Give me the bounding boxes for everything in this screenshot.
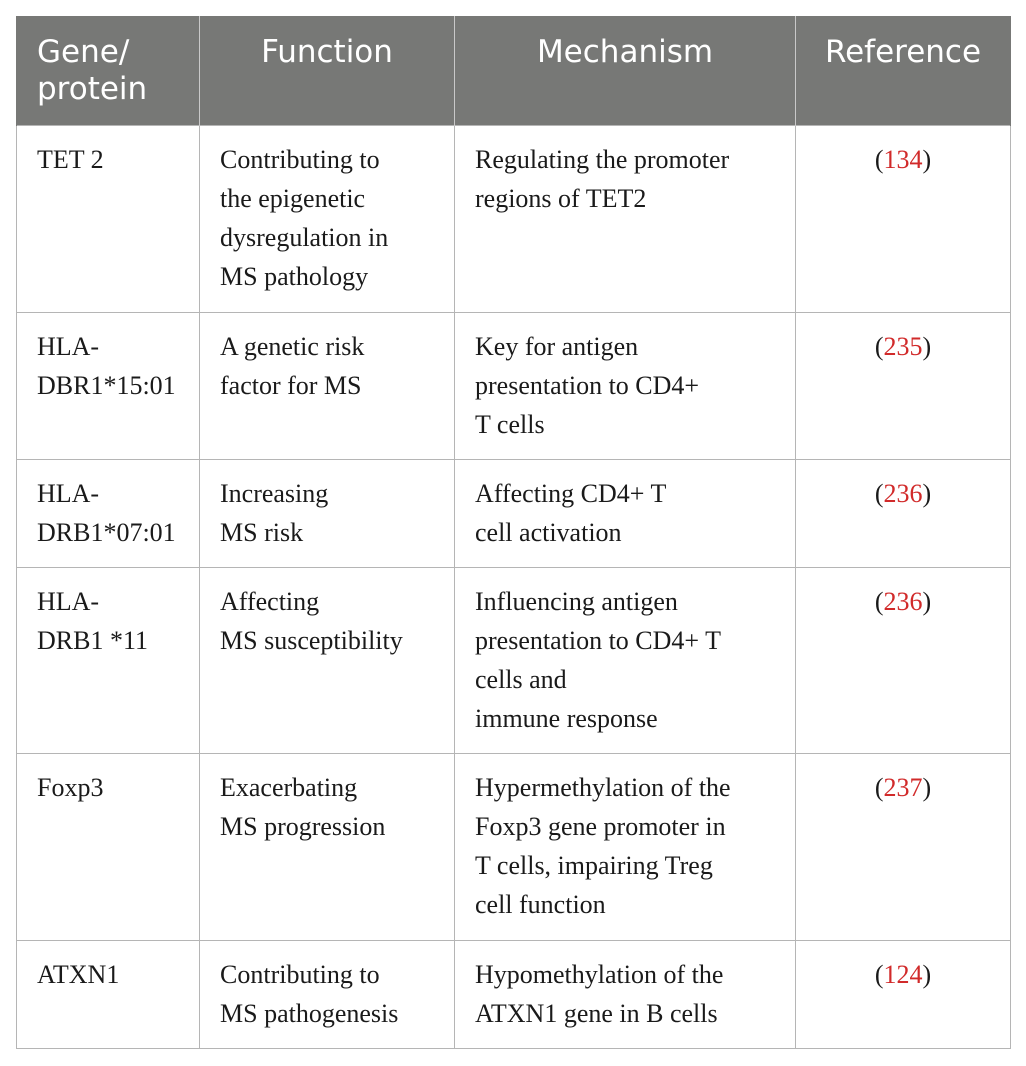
cell-mechanism [455, 313, 796, 460]
cell-function [200, 754, 455, 941]
cell-function [200, 568, 455, 754]
cell-gene-protein-line: Foxp3 [37, 773, 104, 802]
cell-function-line: dysregulation in [220, 223, 389, 252]
table-row [17, 754, 1011, 941]
cell-function-line: factor for MS [220, 371, 362, 400]
cell-mechanism-line: cell function [475, 890, 606, 919]
reference-link[interactable]: 236 [883, 587, 923, 616]
cell-reference [796, 568, 1011, 754]
cell-mechanism-line: T cells, impairing Treg [475, 851, 713, 880]
cell-gene-protein-line: HLA- [37, 332, 100, 361]
reference-link[interactable]: 235 [883, 332, 923, 361]
cell-mechanism-line: presentation to CD4+ [475, 371, 700, 400]
reference-open-paren: ( [874, 773, 884, 802]
table-row [17, 313, 1011, 460]
cell-mechanism-line: Hypermethylation of the [475, 773, 731, 802]
header-gene-line2: protein [37, 71, 148, 107]
cell-reference [796, 460, 1011, 568]
cell-mechanism [455, 754, 796, 941]
cell-mechanism-line: cells and [475, 665, 567, 694]
cell-mechanism-line: Key for antigen [475, 332, 639, 361]
cell-gene-protein [17, 754, 200, 941]
table-body [17, 126, 1011, 1049]
cell-mechanism-line: cell activation [475, 518, 622, 547]
cell-function-line: the epigenetic [220, 184, 366, 213]
reference-close-paren: ) [922, 479, 932, 508]
cell-gene-protein [17, 313, 200, 460]
table-row [17, 941, 1011, 1049]
cell-function [200, 941, 455, 1049]
cell-reference [796, 313, 1011, 460]
reference-link[interactable]: 134 [883, 145, 923, 174]
reference-open-paren: ( [874, 145, 884, 174]
cell-gene-protein-line: DRB1*07:01 [37, 518, 176, 547]
cell-gene-protein [17, 126, 200, 313]
header-reference: Reference [796, 16, 1011, 126]
cell-mechanism-line: Affecting CD4+ T [475, 479, 667, 508]
cell-function-line: A genetic risk [220, 332, 365, 361]
header-gene-protein [17, 16, 200, 126]
cell-reference [796, 126, 1011, 313]
cell-function-line: Contributing to [220, 960, 380, 989]
cell-function [200, 313, 455, 460]
cell-gene-protein [17, 941, 200, 1049]
table-row [17, 568, 1011, 754]
cell-gene-protein-line: HLA- [37, 587, 100, 616]
cell-function [200, 126, 455, 313]
cell-mechanism-line: regions of TET2 [475, 184, 647, 213]
reference-close-paren: ) [922, 587, 932, 616]
cell-mechanism-line: presentation to CD4+ T [475, 626, 721, 655]
cell-mechanism-line: ATXN1 gene in B cells [475, 999, 718, 1028]
cell-function-line: MS pathogenesis [220, 999, 399, 1028]
reference-open-paren: ( [874, 960, 884, 989]
cell-gene-protein-line: ATXN1 [37, 960, 120, 989]
cell-mechanism [455, 941, 796, 1049]
cell-function [200, 460, 455, 568]
cell-function-line: MS progression [220, 812, 386, 841]
table-row [17, 460, 1011, 568]
cell-function-line: MS risk [220, 518, 304, 547]
reference-close-paren: ) [922, 145, 932, 174]
table-row [17, 126, 1011, 313]
header-row [17, 16, 1011, 126]
cell-mechanism [455, 126, 796, 313]
reference-link[interactable]: 236 [883, 479, 923, 508]
reference-open-paren: ( [874, 479, 884, 508]
cell-gene-protein-line: TET 2 [37, 145, 104, 174]
cell-mechanism [455, 460, 796, 568]
cell-function-line: Contributing to [220, 145, 380, 174]
cell-gene-protein-line: DBR1*15:01 [37, 371, 176, 400]
cell-reference [796, 754, 1011, 941]
reference-link[interactable]: 237 [883, 773, 923, 802]
cell-function-line: Affecting [220, 587, 320, 616]
header-mechanism: Mechanism [455, 16, 796, 126]
cell-gene-protein [17, 460, 200, 568]
cell-mechanism-line: T cells [475, 410, 545, 439]
cell-mechanism-line: immune response [475, 704, 658, 733]
reference-link[interactable]: 124 [883, 960, 923, 989]
cell-mechanism-line: Regulating the promoter [475, 145, 730, 174]
header-function: Function [200, 16, 455, 126]
cell-function-line: MS susceptibility [220, 626, 403, 655]
reference-open-paren: ( [874, 587, 884, 616]
cell-function-line: Exacerbating [220, 773, 358, 802]
cell-reference [796, 941, 1011, 1049]
cell-function-line: MS pathology [220, 262, 369, 291]
cell-mechanism-line: Foxp3 gene promoter in [475, 812, 726, 841]
cell-mechanism-line: Influencing antigen [475, 587, 678, 616]
header-gene-line1: Gene/ [37, 34, 130, 70]
cell-function-line: Increasing [220, 479, 329, 508]
gene-function-table [16, 16, 1011, 1049]
reference-close-paren: ) [922, 960, 932, 989]
reference-close-paren: ) [922, 773, 932, 802]
cell-gene-protein [17, 568, 200, 754]
reference-open-paren: ( [874, 332, 884, 361]
cell-mechanism-line: Hypomethylation of the [475, 960, 724, 989]
reference-close-paren: ) [922, 332, 932, 361]
cell-gene-protein-line: HLA- [37, 479, 100, 508]
cell-gene-protein-line: DRB1 *11 [37, 626, 148, 655]
cell-mechanism [455, 568, 796, 754]
table-header [17, 16, 1011, 126]
